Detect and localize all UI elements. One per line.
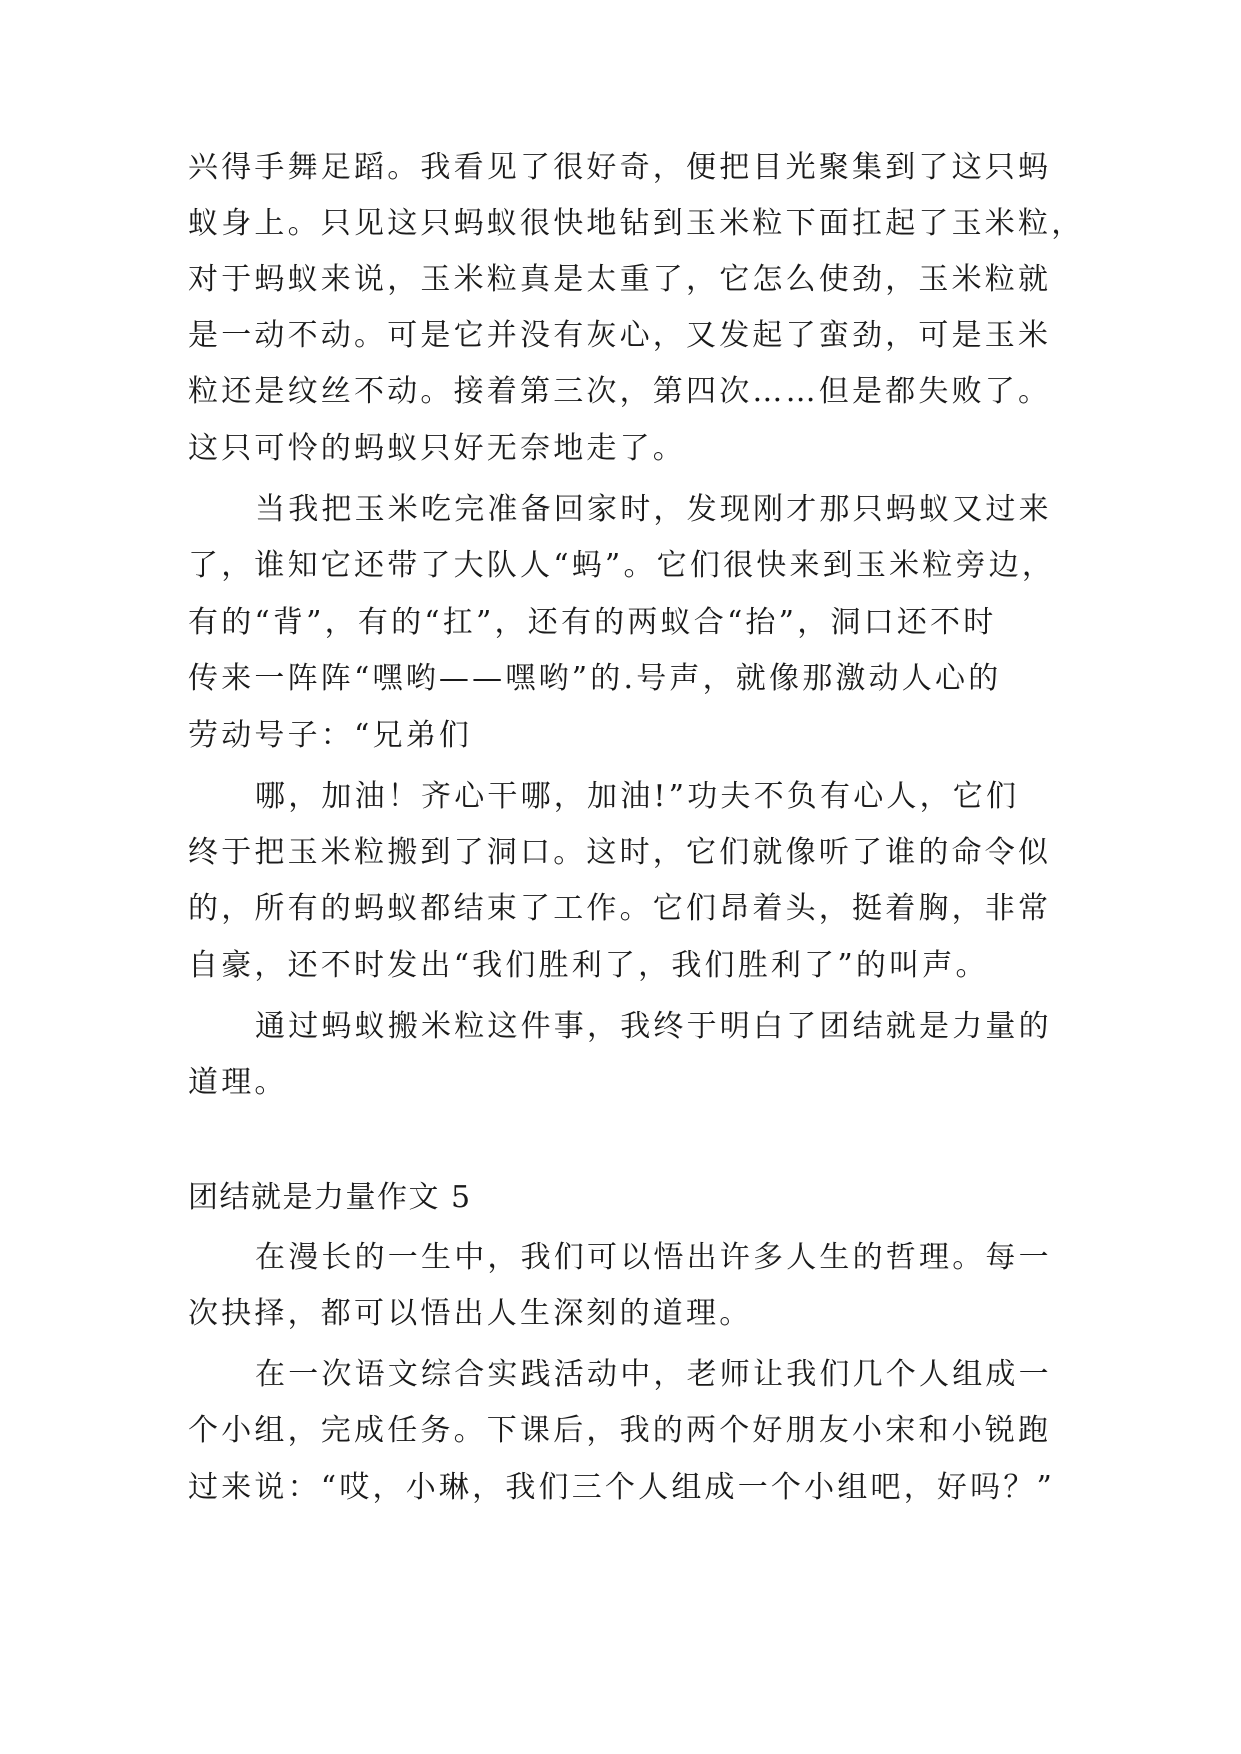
- body-line: 自豪，还不时发出“我们胜利了，我们胜利了”的叫声。: [188, 948, 989, 983]
- body-line: 对于蚂蚁来说，玉米粒真是太重了，它怎么使劲，玉米粒就: [188, 262, 1052, 297]
- body-line: 个小组，完成任务。下课后，我的两个好朋友小宋和小锐跑: [188, 1413, 1052, 1448]
- body-line: 劳动号子：“兄弟们: [188, 718, 473, 753]
- paragraph-start-line: 哪，加油！齐心干哪，加油!”功夫不负有心人，它们: [255, 779, 1020, 814]
- body-line: 兴得手舞足蹈。我看见了很好奇，便把目光聚集到了这只蚂: [188, 150, 1052, 185]
- body-line: 过来说：“哎，小琳，我们三个人组成一个小组吧，好吗？”: [188, 1470, 1056, 1505]
- body-line: 有的“背”，有的“扛”，还有的两蚁合“抬”，洞口还不时: [188, 605, 997, 640]
- body-line: 蚁身上。只见这只蚂蚁很快地钻到玉米粒下面扛起了玉米粒，: [188, 206, 1085, 241]
- paragraph-start-line: 当我把玉米吃完准备回家时，发现刚才那只蚂蚁又过来: [255, 492, 1052, 527]
- paragraph-start-line: 在一次语文综合实践活动中，老师让我们几个人组成一: [255, 1357, 1052, 1392]
- body-line: 道理。: [188, 1065, 288, 1100]
- body-line: 了，谁知它还带了大队人“蚂”。它们很快来到玉米粒旁边，: [188, 548, 1056, 583]
- body-line: 这只可怜的蚂蚁只好无奈地走了。: [188, 431, 686, 466]
- body-line: 传来一阵阵“嘿哟——嘿哟”的.号声，就像那激动人心的: [188, 661, 1002, 696]
- paragraph-start-line: 在漫长的一生中，我们可以悟出许多人生的哲理。每一: [255, 1240, 1052, 1275]
- body-line: 的，所有的蚂蚁都结束了工作。它们昂着头，挺着胸，非常: [188, 891, 1052, 926]
- body-line: 终于把玉米粒搬到了洞口。这时，它们就像听了谁的命令似: [188, 835, 1052, 870]
- body-line: 是一动不动。可是它并没有灰心，又发起了蛮劲，可是玉米: [188, 318, 1052, 353]
- paragraph-start-line: 通过蚂蚁搬米粒这件事，我终于明白了团结就是力量的: [255, 1009, 1052, 1044]
- section-title: 团结就是力量作文 5: [188, 1180, 472, 1215]
- body-line: 次抉择，都可以悟出人生深刻的道理。: [188, 1296, 753, 1331]
- body-line: 粒还是纹丝不动。接着第三次，第四次……但是都失败了。: [188, 374, 1052, 409]
